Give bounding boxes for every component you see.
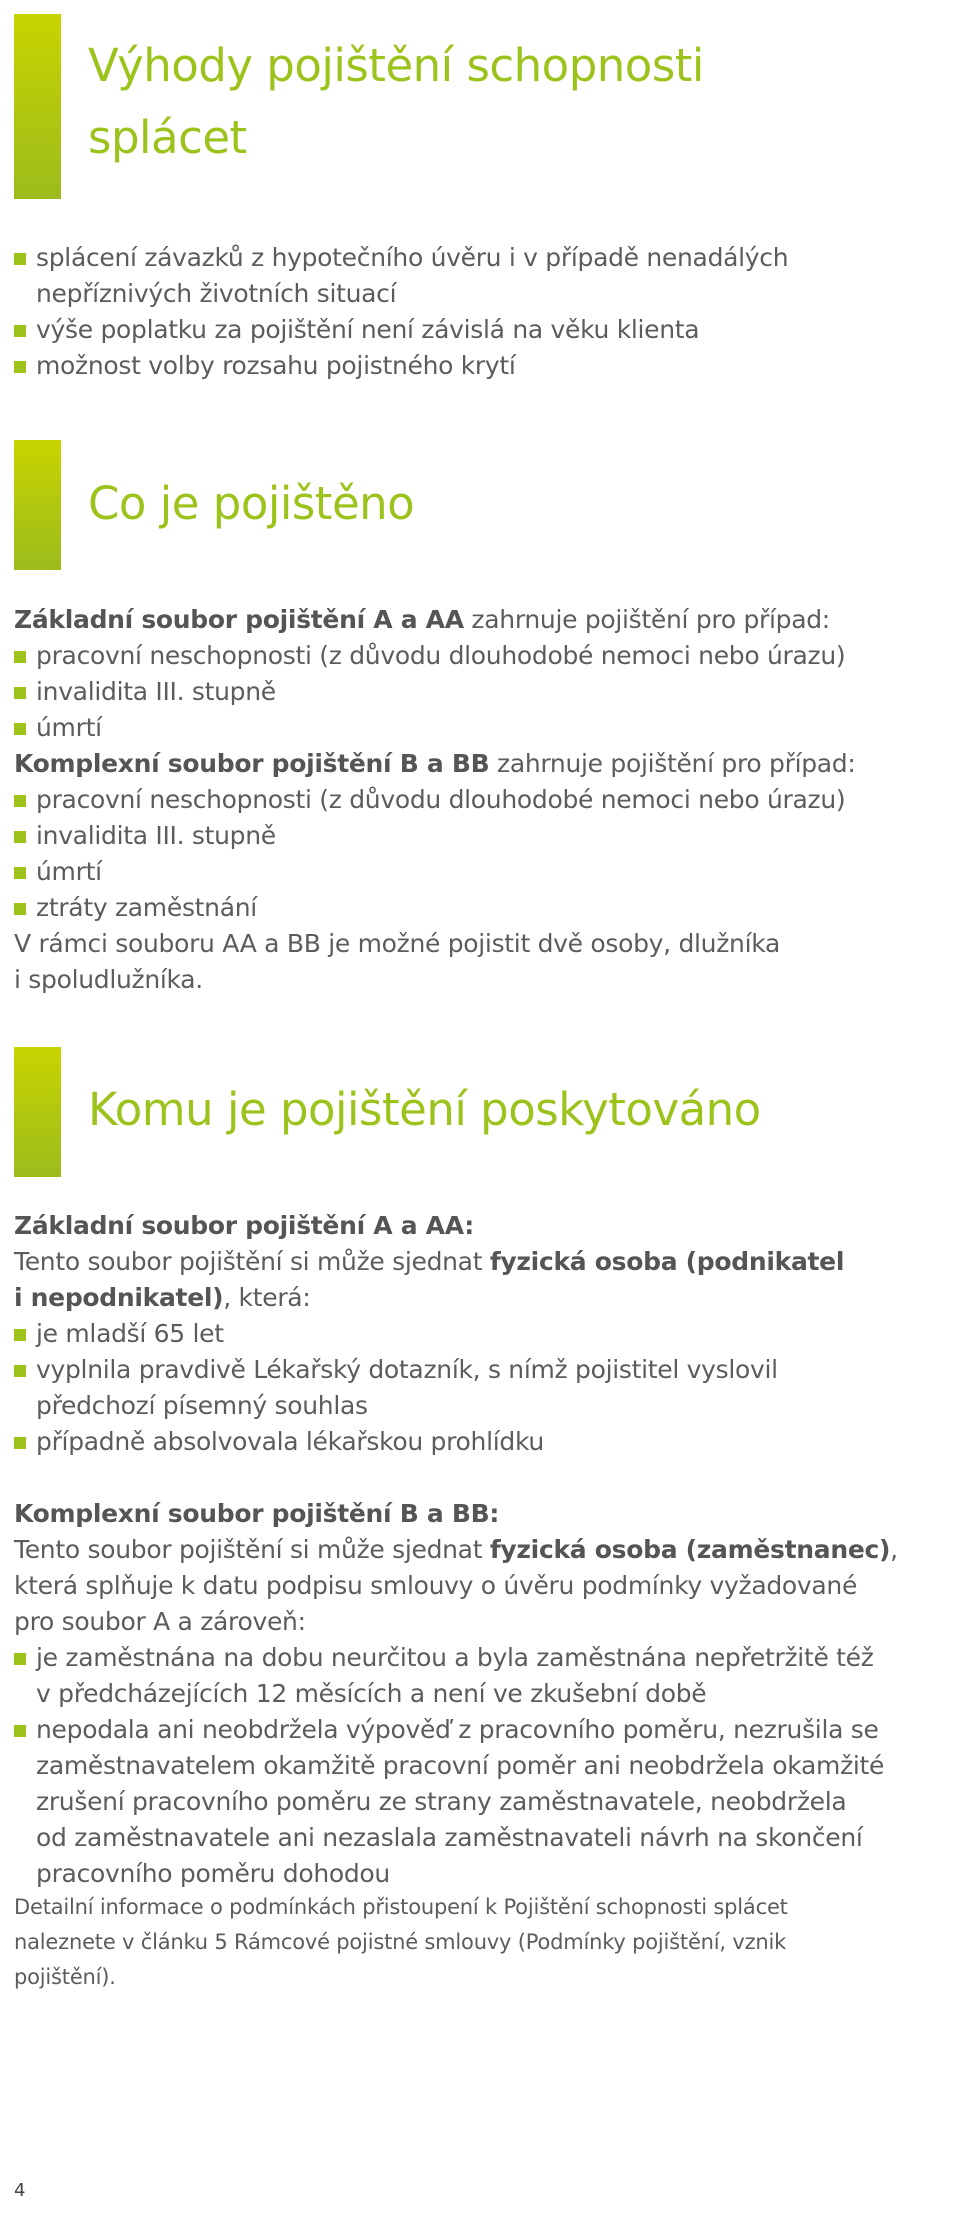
basic-eligibility-heading: Základní soubor pojištění A a AA: — [14, 1211, 474, 1240]
list-item: úmrtí — [14, 854, 960, 890]
accent-bar — [14, 14, 61, 199]
list-item: úmrtí — [14, 710, 960, 746]
basic-coverage-intro: Základní soubor pojištění A a AA zahrnuje pojištění pro případ: — [14, 605, 830, 634]
section-title-eligibility: Komu je pojištění poskytováno — [88, 1083, 761, 1136]
basic-eligibility-intro: Tento soubor pojištění si může sjednat fyzická osoba (podnikatel — [14, 1247, 845, 1276]
list-item: invalidita III. stupně — [14, 818, 960, 854]
list-item: pracovní neschopnosti (z důvodu dlouhodobé nemoci nebo úrazu) — [14, 782, 960, 818]
accent-bar — [14, 1047, 61, 1177]
list-item: případně absolvovala lékařskou prohlídku — [14, 1424, 960, 1460]
spacer — [14, 1460, 960, 1496]
list-item: invalidita III. stupně — [14, 674, 960, 710]
list-item: možnost volby rozsahu pojistného krytí — [14, 348, 960, 384]
coverage-note: V rámci souboru AA a BB je možné pojistit dvě osoby, dlužníka i spoludlužníka. — [14, 929, 780, 994]
coverage-content — [14, 602, 960, 998]
benefits-list — [14, 240, 960, 384]
list-item: výše poplatku za pojištění není závislá na věku klienta — [14, 312, 960, 348]
eligibility-content: Základní soubor pojištění A a AA: Tento soubor pojištění si může sjednat fyzická osoba (podnikatel i nepodnikatel), která: je mladší 65 let vyplnila pravdivě Lékařský dotazník, s nímž pojistitel vyslovil předchozí písemný souhlas případně absolvovala lékařskou prohlídku Komplexní soubor pojištění B a BB: Tento soubor pojištění si může sjednat fyzická osoba (zaměstnanec), která splňuje k datu podpisu smlouvy o úvěru podmínky vyžadované pro soubor A a zároveň: je zaměstnána na dobu neurčitou a byla zaměstnána nepřetržitě též v předcházejících 12 měsících a není ve zkušební době nepodala ani neobdržela výpověď z pracovního poměru, nezrušila se zaměstnavatelem okamžitě pracovní poměr ani neobdržela okamžité zrušení pracovního poměru ze strany zaměstnavatele, neobdržela od zaměstnavatele ani nezaslala zaměstnavateli návrh na skončení pracovního poměru dohodou — [14, 1208, 960, 1892]
list-item: ztráty zaměstnání — [14, 890, 960, 926]
list-item: nepodala ani neobdržela výpověď z pracovního poměru, nezrušila se zaměstnavatelem okamžitě pracovní poměr ani neobdržela okamžité zrušení pracovního poměru ze strany zaměstnavatele, neobdržela od zaměstnavatele ani nezaslala zaměstnavateli návrh na skončení pracovního poměru dohodou — [14, 1712, 960, 1892]
complex-eligibility-heading: Komplexní soubor pojištění B a BB: — [14, 1499, 500, 1528]
list-item: pracovní neschopnosti (z důvodu dlouhodobé nemoci nebo úrazu) — [14, 638, 960, 674]
section-title-coverage: Co je pojištěno — [88, 477, 415, 530]
section-title-benefits: Výhody pojištění schopnosti splácet — [88, 39, 704, 164]
list-item: je mladší 65 let — [14, 1316, 960, 1352]
page-number: 4 — [14, 2180, 26, 2201]
accent-bar — [14, 440, 61, 570]
complex-coverage-intro: Komplexní soubor pojištění B a BB zahrnuje pojištění pro případ: — [14, 749, 856, 778]
list-item: vyplnila pravdivě Lékařský dotazník, s nímž pojistitel vyslovil předchozí písemný souhlas — [14, 1352, 960, 1424]
list-item: splácení závazků z hypotečního úvěru i v případě nenadálých nepříznivých životních situací — [14, 240, 960, 312]
list-item: je zaměstnána na dobu neurčitou a byla zaměstnána nepřetržitě též v předcházejících 12 měsících a není ve zkušební době — [14, 1640, 960, 1712]
footnote: Detailní informace o podmínkách přistoupení k Pojištění schopnosti splácet naleznete v článku 5 Rámcové pojistné smlouvy (Podmínky pojištění, vznik pojištění). — [14, 1895, 788, 1989]
complex-eligibility-intro: Tento soubor pojištění si může sjednat fyzická osoba (zaměstnanec), — [14, 1535, 898, 1564]
